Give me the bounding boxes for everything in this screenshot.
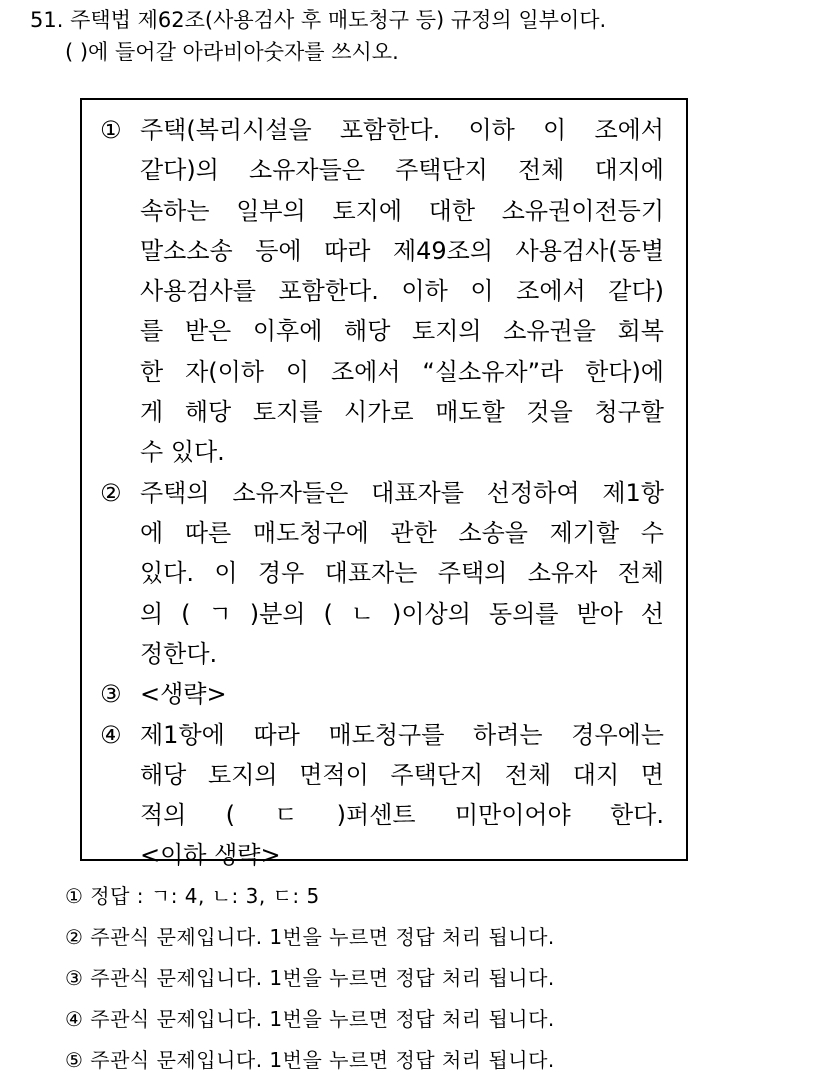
clause-line: 를 받은 이후에 해당 토지의 소유권을 회복 <box>140 317 664 346</box>
clause-line: 있다. 이 경우 대표자는 주택의 소유자 전체 <box>140 559 664 588</box>
answer-option-2[interactable]: ② 주관식 문제입니다. 1번을 누르면 정답 처리 됩니다. <box>65 925 555 949</box>
clause-line: 수 있다. <box>140 438 225 467</box>
answer-option-1[interactable]: ① 정답 : ㄱ: 4, ㄴ: 3, ㄷ: 5 <box>65 884 320 908</box>
clause-line: 정한다. <box>140 639 218 668</box>
clause-line: 게 해당 토지를 시가로 매도할 것을 청구할 <box>140 398 664 427</box>
clause-4 <box>100 715 664 876</box>
clause-line: 제1항에 따라 매도청구를 하려는 경우에는 <box>140 720 664 749</box>
question-instruction: ( )에 들어갈 아라비아숫자를 쓰시오. <box>65 40 399 64</box>
clause-line: 속하는 일부의 토지에 대한 소유권이전등기 <box>140 196 664 225</box>
clause-2 <box>100 473 664 674</box>
answer-option-3[interactable]: ③ 주관식 문제입니다. 1번을 누르면 정답 처리 됩니다. <box>65 966 555 990</box>
law-excerpt-box <box>80 98 688 870</box>
answer-option-4[interactable]: ④ 주관식 문제입니다. 1번을 누르면 정답 처리 됩니다. <box>65 1007 555 1031</box>
clause-line: 한 자(이하 이 조에서 “실소유자”라 한다)에 <box>140 357 664 386</box>
clause-line: <이하 생략> <box>140 841 281 870</box>
clause-line: 말소소송 등에 따라 제49조의 사용검사(동별 <box>140 236 664 265</box>
clause-1 <box>100 110 664 473</box>
clause-number: ① <box>100 116 122 144</box>
clause-number: ② <box>100 478 122 507</box>
clause-line: 같다)의 소유자들은 주택단지 전체 대지에 <box>140 156 664 185</box>
clause-line: <생략> <box>140 680 227 709</box>
clause-3 <box>100 674 664 714</box>
clause-line: 해당 토지의 면적이 주택단지 전체 대지 면 <box>140 760 664 789</box>
clause-line: 의 ( ㄱ )분의 ( ㄴ )이상의 동의를 받아 선 <box>140 599 664 628</box>
clause-line: 주택(복리시설을 포함한다. 이하 이 조에서 <box>140 116 664 144</box>
clause-line: 적의 ( ㄷ )퍼센트 미만이어야 한다. <box>140 801 664 830</box>
clause-line: 주택의 소유자들은 대표자를 선정하여 제1항 <box>140 478 664 507</box>
clause-number: ④ <box>100 720 122 749</box>
clause-number: ③ <box>100 680 122 709</box>
answer-option-5[interactable]: ⑤ 주관식 문제입니다. 1번을 누르면 정답 처리 됩니다. <box>65 1048 555 1072</box>
question-title: 51. 주택법 제62조(사용검사 후 매도청구 등) 규정의 일부이다. <box>30 8 607 32</box>
clause-line: 사용검사를 포함한다. 이하 이 조에서 같다) <box>140 277 664 306</box>
clause-line: 에 따른 매도청구에 관한 소송을 제기할 수 <box>140 518 664 547</box>
